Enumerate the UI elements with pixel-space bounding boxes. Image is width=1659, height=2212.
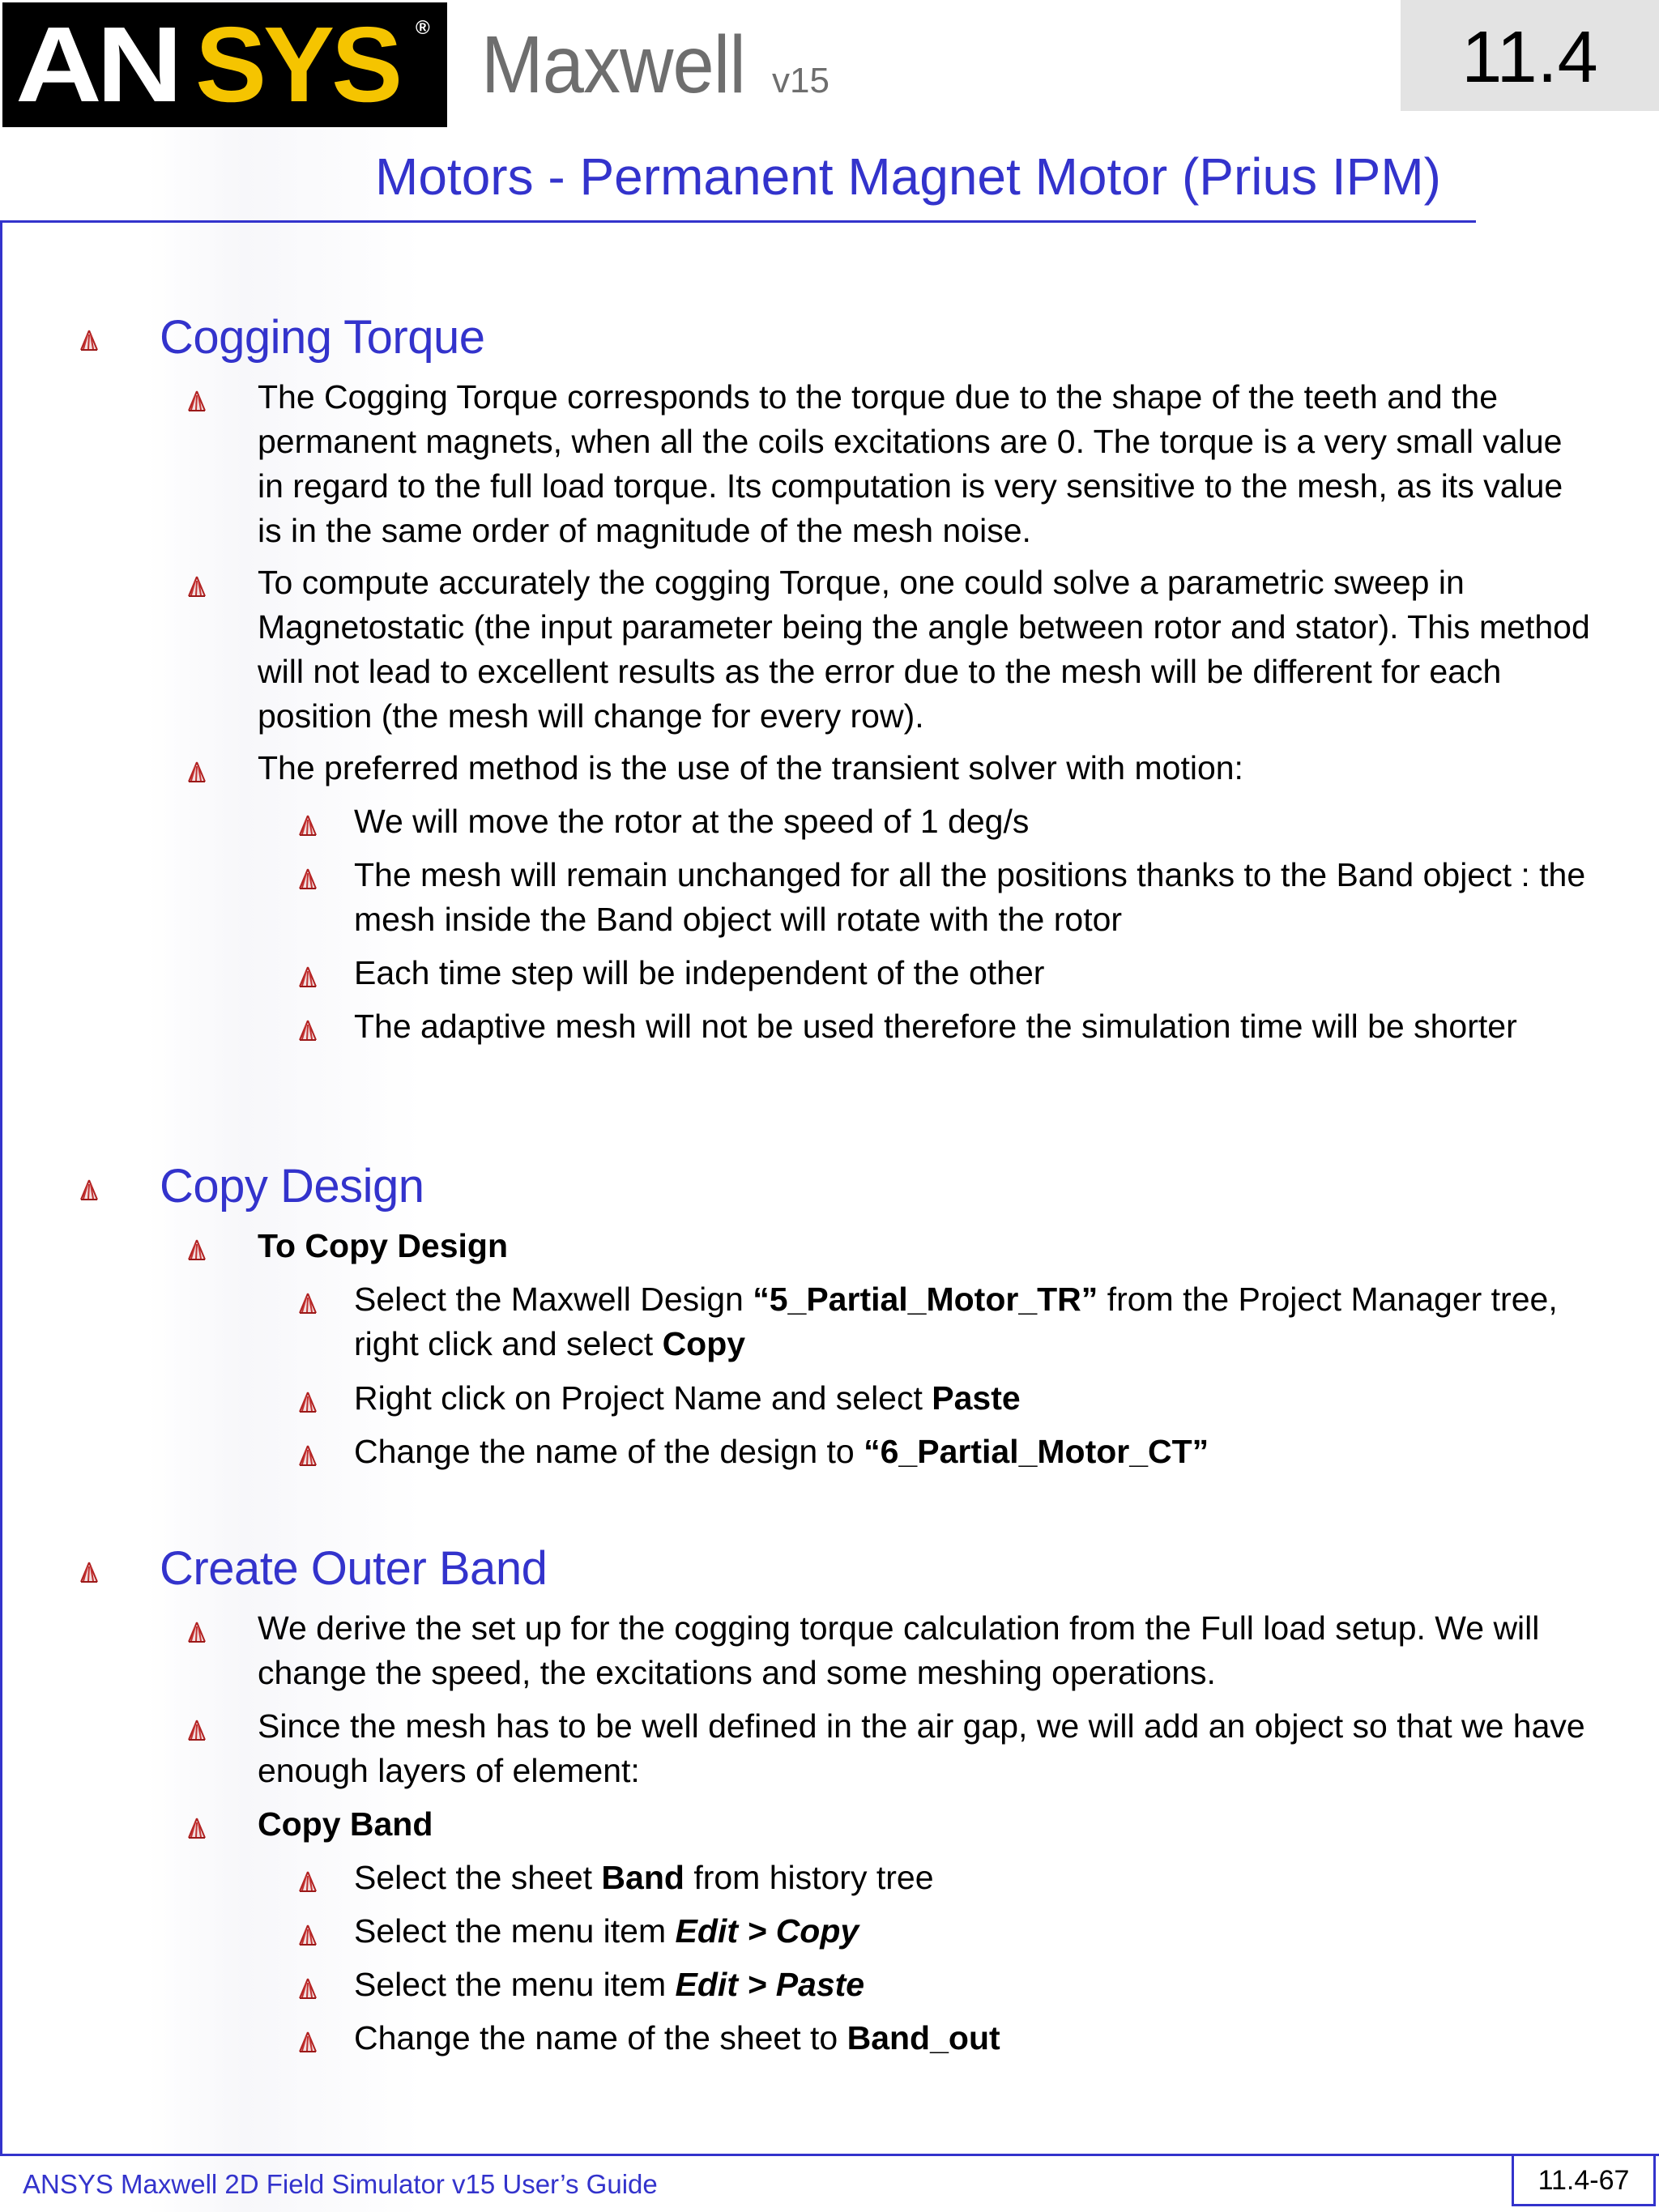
design-name-target: “6_Partial_Motor_CT” xyxy=(864,1433,1209,1470)
paragraph-derive-setup: We derive the set up for the cogging torque calculation from the Full load setup. We will change the speed, the excitations and some meshing operations. xyxy=(258,1609,1540,1691)
frame-left-border xyxy=(0,220,2,2156)
logo-text-an: AN xyxy=(15,5,178,124)
triangle-bullet-icon xyxy=(80,1562,98,1583)
triangle-bullet-icon xyxy=(299,868,317,889)
menu-path-edit-paste: Edit > Paste xyxy=(675,1966,865,2003)
paragraph-parametric-sweep: To compute accurately the cogging Torque, one could solve a parametric sweep in Magnetostatic (the input parameter being the angle between rotor and stator). This method will not lead to excellent results as the error due to the mesh will be different for each position (the mesh will change for every row). xyxy=(258,564,1590,735)
triangle-bullet-icon xyxy=(188,576,206,597)
product-version: v15 xyxy=(772,61,830,100)
page-title: Motors - Permanent Magnet Motor (Prius IPM) xyxy=(375,147,1441,206)
triangle-bullet-icon xyxy=(299,815,317,836)
chapter-number: 11.4 xyxy=(1461,17,1598,98)
section-heading-create-outer-band: Create Outer Band xyxy=(160,1542,548,1595)
triangle-bullet-icon xyxy=(299,1445,317,1466)
list-item-rename-sheet: Change the name of the sheet to Band_out xyxy=(354,2019,1000,2056)
list-item-edit-copy: Select the menu item Edit > Copy xyxy=(354,1912,859,1950)
menu-path-edit-copy: Edit > Copy xyxy=(675,1912,859,1950)
subheading-to-copy-design: To Copy Design xyxy=(258,1227,509,1264)
triangle-bullet-icon xyxy=(299,1020,317,1041)
triangle-bullet-icon xyxy=(188,1720,206,1741)
list-item-rename-design: Change the name of the design to “6_Partial_Motor_CT” xyxy=(354,1433,1209,1470)
list-item-mesh-unchanged: The mesh will remain unchanged for all the positions thanks to the Band object : the mesh inside the Band object will rotate with the rotor xyxy=(354,856,1586,938)
paragraph-preferred-method: The preferred method is the use of the transient solver with motion: xyxy=(258,749,1243,786)
triangle-bullet-icon xyxy=(299,1978,317,1999)
triangle-bullet-icon xyxy=(188,1239,206,1260)
triangle-bullet-icon xyxy=(299,1293,317,1314)
object-name-band: Band xyxy=(601,1859,684,1896)
list-item-independent-steps: Each time step will be independent of the other xyxy=(354,954,1045,991)
object-name-band-out: Band_out xyxy=(847,2019,1000,2056)
section-heading-copy-design: Copy Design xyxy=(160,1160,424,1213)
triangle-bullet-icon xyxy=(299,2031,317,2052)
triangle-bullet-icon xyxy=(299,966,317,987)
page-number: 11.4-67 xyxy=(1537,2165,1630,2196)
triangle-bullet-icon xyxy=(188,1622,206,1643)
list-item-paste-design: Right click on Project Name and select Paste xyxy=(354,1379,1021,1417)
subheading-copy-band: Copy Band xyxy=(258,1805,433,1843)
list-item-select-design: Select the Maxwell Design “5_Partial_Motor_TR” from the Project Manager tree, right click and select Copy xyxy=(354,1281,1558,1362)
paragraph-air-gap-mesh: Since the mesh has to be well defined in the air gap, we will add an object so that we have enough layers of element: xyxy=(258,1707,1585,1789)
chapter-box xyxy=(1401,0,1659,111)
product-name: Maxwell xyxy=(481,19,745,110)
paragraph-cogging-definition: The Cogging Torque corresponds to the torque due to the shape of the teeth and the permanent magnets, when all the coils excitations are 0. The torque is a very small value in regard to the full load torque. Its computation is very sensitive to the mesh, as its value is in the same order of magnitude of the mesh noise. xyxy=(258,378,1563,549)
design-name-source: “5_Partial_Motor_TR” xyxy=(753,1281,1098,1318)
list-item-select-band: Select the sheet Band from history tree xyxy=(354,1859,934,1896)
list-item-adaptive-mesh: The adaptive mesh will not be used therefore the simulation time will be shorter xyxy=(354,1008,1517,1045)
section-heading-cogging-torque: Cogging Torque xyxy=(160,311,485,364)
logo-registered-mark: ® xyxy=(416,17,430,39)
triangle-bullet-icon xyxy=(80,330,98,351)
logo-text-sys: SYS xyxy=(195,5,400,124)
triangle-bullet-icon xyxy=(80,1179,98,1200)
triangle-bullet-icon xyxy=(188,390,206,411)
triangle-bullet-icon xyxy=(299,1924,317,1946)
frame-bottom-border xyxy=(0,2154,1659,2156)
list-item-edit-paste: Select the menu item Edit > Paste xyxy=(354,1966,865,2003)
triangle-bullet-icon xyxy=(188,1818,206,1839)
title-rule xyxy=(0,220,1476,223)
triangle-bullet-icon xyxy=(188,761,206,782)
footer-guide-title: ANSYS Maxwell 2D Field Simulator v15 User’s Guide xyxy=(23,2169,658,2199)
list-item-rotor-speed: We will move the rotor at the speed of 1 deg/s xyxy=(354,803,1030,840)
ansys-logo xyxy=(2,2,447,127)
menu-term-copy: Copy xyxy=(662,1325,746,1362)
triangle-bullet-icon xyxy=(299,1871,317,1892)
page-number-box xyxy=(1512,2154,1656,2206)
triangle-bullet-icon xyxy=(299,1392,317,1413)
menu-term-paste: Paste xyxy=(932,1379,1021,1417)
